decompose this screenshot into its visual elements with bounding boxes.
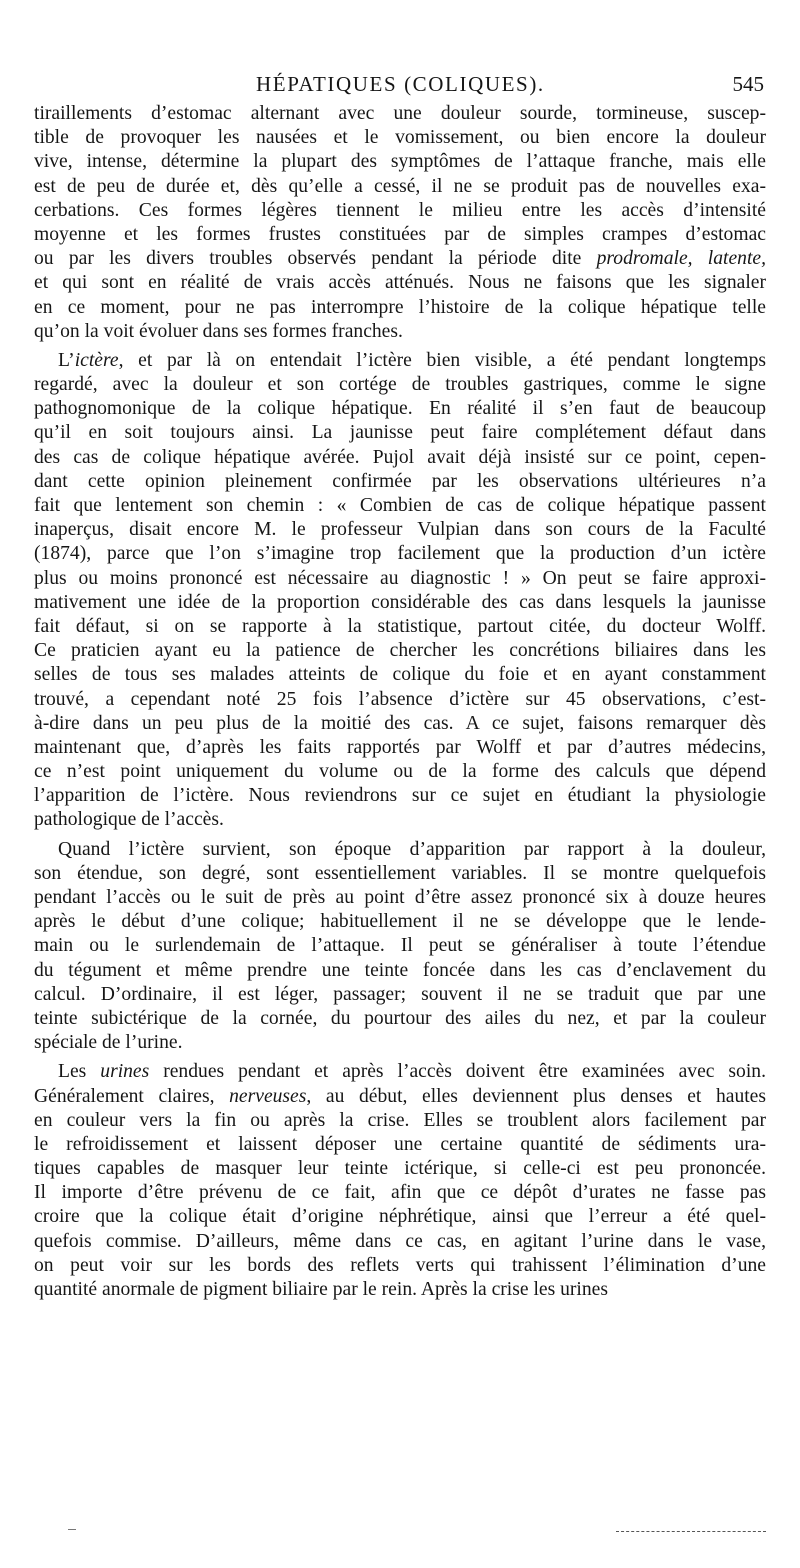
text-run: maintenant que, d’après les faits rapportés par Wolff et par d’autres médecins, bbox=[34, 736, 766, 758]
italic-term: ictère bbox=[74, 349, 119, 371]
page-title: HÉPATIQUES (COLIQUES). bbox=[256, 72, 545, 96]
text-run: et qui sont en réalité de vrais accès atténués. Nous ne faisons que les signaler bbox=[34, 272, 766, 294]
text-run: qu’on la voit évoluer dans ses formes franches. bbox=[34, 320, 403, 342]
text-run: Il importe d’être prévenu de ce fait, afin que ce dépôt d’urates ne fasse pas bbox=[34, 1182, 766, 1204]
text-line bbox=[34, 150, 766, 174]
text-run: ou par les divers troubles observés pendant la période dite bbox=[34, 248, 597, 270]
text-run: Quand l’ictère survient, son époque d’apparition par rapport à la douleur, bbox=[58, 838, 766, 860]
text-run: du tégument et même prendre une teinte foncée dans les cas d’enclavement du bbox=[34, 959, 766, 981]
text-line bbox=[34, 736, 766, 760]
text-run: moyenne et les formes frustes constituées par de simples crampes d’estomac bbox=[34, 223, 766, 245]
text-run: , et par là on entendait l’ictère bien visible, a été pendant longtemps bbox=[118, 349, 766, 371]
text-run: pathognomonique de la colique hépatique. En réalité il s’en faut de beaucoup bbox=[34, 398, 766, 420]
text-line bbox=[34, 397, 766, 421]
text-run: regardé, avec la douleur et son cortége de troubles gastriques, comme le signe bbox=[34, 374, 766, 396]
text-run: selles de tous ses malades atteints de colique du foie et en ayant constamment bbox=[34, 664, 766, 686]
text-line bbox=[34, 518, 766, 542]
text-run: tiraillements d’estomac alternant avec une douleur sourde, tormineuse, suscep- bbox=[34, 103, 766, 124]
text-run: est de peu de durée et, dès qu’elle a cessé, il ne se produit pas de nouvelles exa- bbox=[34, 175, 766, 197]
italic-term: nerveuses bbox=[229, 1085, 307, 1107]
text-run: L’ bbox=[58, 349, 75, 371]
text-line bbox=[34, 349, 766, 373]
italic-term: prodromale, latente, bbox=[596, 248, 766, 270]
text-run: croire que la colique était d’origine néphrétique, ainsi que l’erreur a été quel- bbox=[34, 1206, 766, 1228]
text-run: Ce praticien ayant eu la patience de chercher les concrétions biliaires dans les bbox=[34, 640, 766, 662]
text-line bbox=[34, 247, 766, 271]
text-run: calcul. D’ordinaire, il est léger, passager; souvent il ne se traduit que par une bbox=[34, 983, 766, 1005]
text-line bbox=[34, 688, 766, 712]
text-run: teinte subictérique de la cornée, du pourtour des ailes du nez, et par la couleur bbox=[34, 1007, 766, 1029]
text-run: rendues pendant et après l’accès doivent être examinées avec soin. bbox=[149, 1061, 766, 1083]
text-line bbox=[34, 567, 766, 591]
text-line bbox=[34, 1254, 766, 1278]
text-line bbox=[34, 663, 766, 687]
text-line bbox=[34, 542, 766, 566]
text-line bbox=[34, 296, 766, 320]
paragraph bbox=[34, 838, 766, 1056]
paragraph bbox=[34, 349, 766, 833]
paragraph bbox=[34, 1060, 766, 1302]
text-line bbox=[34, 175, 766, 199]
text-line bbox=[34, 126, 766, 150]
page-number: 545 bbox=[732, 72, 764, 96]
text-run: inaperçus, disait encore M. le professeur Vulpian dans son cours de la Faculté bbox=[34, 519, 766, 541]
text-run: Les bbox=[58, 1061, 101, 1083]
text-run: plus ou moins prononcé est nécessaire au diagnostic ! » On peut se faire approxi- bbox=[34, 567, 766, 589]
text-line bbox=[34, 1085, 766, 1109]
text-run: trouvé, a cependant noté 25 fois l’absence d’ictère sur 45 observations, c’est- bbox=[34, 688, 766, 710]
text-run: des cas de colique hépatique avérée. Pujol avait déjà insisté sur ce point, cepen- bbox=[34, 446, 766, 468]
text-line bbox=[34, 1157, 766, 1181]
text-line bbox=[34, 639, 766, 663]
text-line bbox=[34, 1205, 766, 1229]
text-run: à-dire dans un peu plus de la moitié des cas. A ce sujet, faisons remarquer dès bbox=[34, 712, 766, 734]
text-line bbox=[34, 271, 766, 295]
text-line bbox=[34, 470, 766, 494]
text-line bbox=[34, 712, 766, 736]
text-line bbox=[34, 1230, 766, 1254]
text-run: quantité anormale de pigment biliaire par le rein. Après la crise les urines bbox=[34, 1279, 608, 1300]
text-line bbox=[34, 615, 766, 639]
text-run: spéciale de l’urine. bbox=[34, 1032, 183, 1054]
text-run: l’apparition de l’ictère. Nous reviendrons sur ce sujet en étudiant la physiologie bbox=[34, 785, 766, 807]
text-line bbox=[34, 446, 766, 470]
text-line bbox=[34, 959, 766, 983]
text-run: vive, intense, détermine la plupart des symptômes de l’attaque franche, mais elle bbox=[34, 151, 766, 173]
text-line bbox=[34, 1133, 766, 1157]
text-run: tible de provoquer les nausées et le vomissement, ou bien encore la douleur bbox=[34, 127, 766, 149]
text-line bbox=[34, 494, 766, 518]
body-text bbox=[34, 102, 766, 1302]
text-line bbox=[34, 591, 766, 615]
italic-term: urines bbox=[100, 1061, 150, 1083]
text-line bbox=[34, 1109, 766, 1133]
footer-dash bbox=[68, 1529, 76, 1530]
text-line bbox=[34, 199, 766, 223]
text-line bbox=[34, 760, 766, 784]
text-run: ce n’est point uniquement du volume ou de la forme des calculs que dépend bbox=[34, 761, 766, 783]
text-line bbox=[34, 1060, 766, 1084]
text-run: , au début, elles deviennent plus denses et hautes bbox=[306, 1085, 766, 1107]
text-line bbox=[34, 102, 766, 126]
text-line bbox=[34, 1278, 766, 1302]
text-run: mativement une idée de la proportion considérable des cas dans lesquels la jaunisse bbox=[34, 591, 766, 613]
text-run: cerbations. Ces formes légères tiennent le milieu entre les accès d’intensité bbox=[34, 199, 766, 221]
text-run: main ou le surlendemain de l’attaque. Il peut se généraliser à toute l’étendue bbox=[34, 935, 766, 957]
text-line bbox=[34, 910, 766, 934]
text-run: pendant l’accès ou le suit de près au point d’être assez prononcé six à douze heures bbox=[34, 887, 766, 908]
text-line bbox=[34, 934, 766, 958]
footer-rule bbox=[616, 1531, 766, 1532]
text-run: qu’il en soit toujours ainsi. La jaunisse peut faire complétement défaut dans bbox=[34, 422, 766, 444]
text-run: Généralement claires, bbox=[34, 1085, 230, 1107]
text-run: on peut voir sur les bords des reflets verts qui trahissent l’élimination d’une bbox=[34, 1254, 766, 1276]
text-line bbox=[34, 1181, 766, 1205]
text-line bbox=[34, 1007, 766, 1031]
text-run: son étendue, son degré, sont essentiellement variables. Il se montre quelquefois bbox=[34, 862, 766, 884]
text-run: quefois commise. D’ailleurs, même dans ce cas, en agitant l’urine dans le vase, bbox=[34, 1230, 766, 1252]
text-line bbox=[34, 808, 766, 832]
text-line bbox=[34, 862, 766, 886]
text-run: en ce moment, pour ne pas interrompre l’histoire de la colique hépatique telle bbox=[34, 296, 766, 318]
text-run: dant cette opinion pleinement confirmée par les observations ultérieures n’a bbox=[34, 470, 766, 492]
text-run: fait que lentement son chemin : « Combien de cas de colique hépatique passent bbox=[34, 495, 766, 516]
text-run: après le début d’une colique; habituellement il ne se développe que le lende- bbox=[34, 911, 766, 933]
text-line bbox=[34, 983, 766, 1007]
text-run: (1874), parce que l’on s’imagine trop facilement que la production d’un ictère bbox=[34, 543, 766, 565]
text-run: tiques capables de masquer leur teinte ictérique, si celle-ci est peu prononcée. bbox=[34, 1158, 766, 1180]
text-run: le refroidissement et laissent déposer une certaine quantité de sédiments ura- bbox=[34, 1133, 766, 1155]
text-line bbox=[34, 421, 766, 445]
text-line bbox=[34, 320, 766, 344]
text-run: fait défaut, si on se rapporte à la statistique, partout citée, du docteur Wolff. bbox=[34, 615, 766, 637]
text-line bbox=[34, 886, 766, 910]
text-run: en couleur vers la fin ou après la crise. Elles se troublent alors facilement par bbox=[34, 1109, 766, 1131]
text-line bbox=[34, 784, 766, 808]
text-line bbox=[34, 373, 766, 397]
text-run: pathologique de l’accès. bbox=[34, 809, 224, 831]
paragraph bbox=[34, 102, 766, 344]
running-header bbox=[0, 66, 800, 102]
text-line bbox=[34, 838, 766, 862]
text-line bbox=[34, 223, 766, 247]
text-line bbox=[34, 1031, 766, 1055]
